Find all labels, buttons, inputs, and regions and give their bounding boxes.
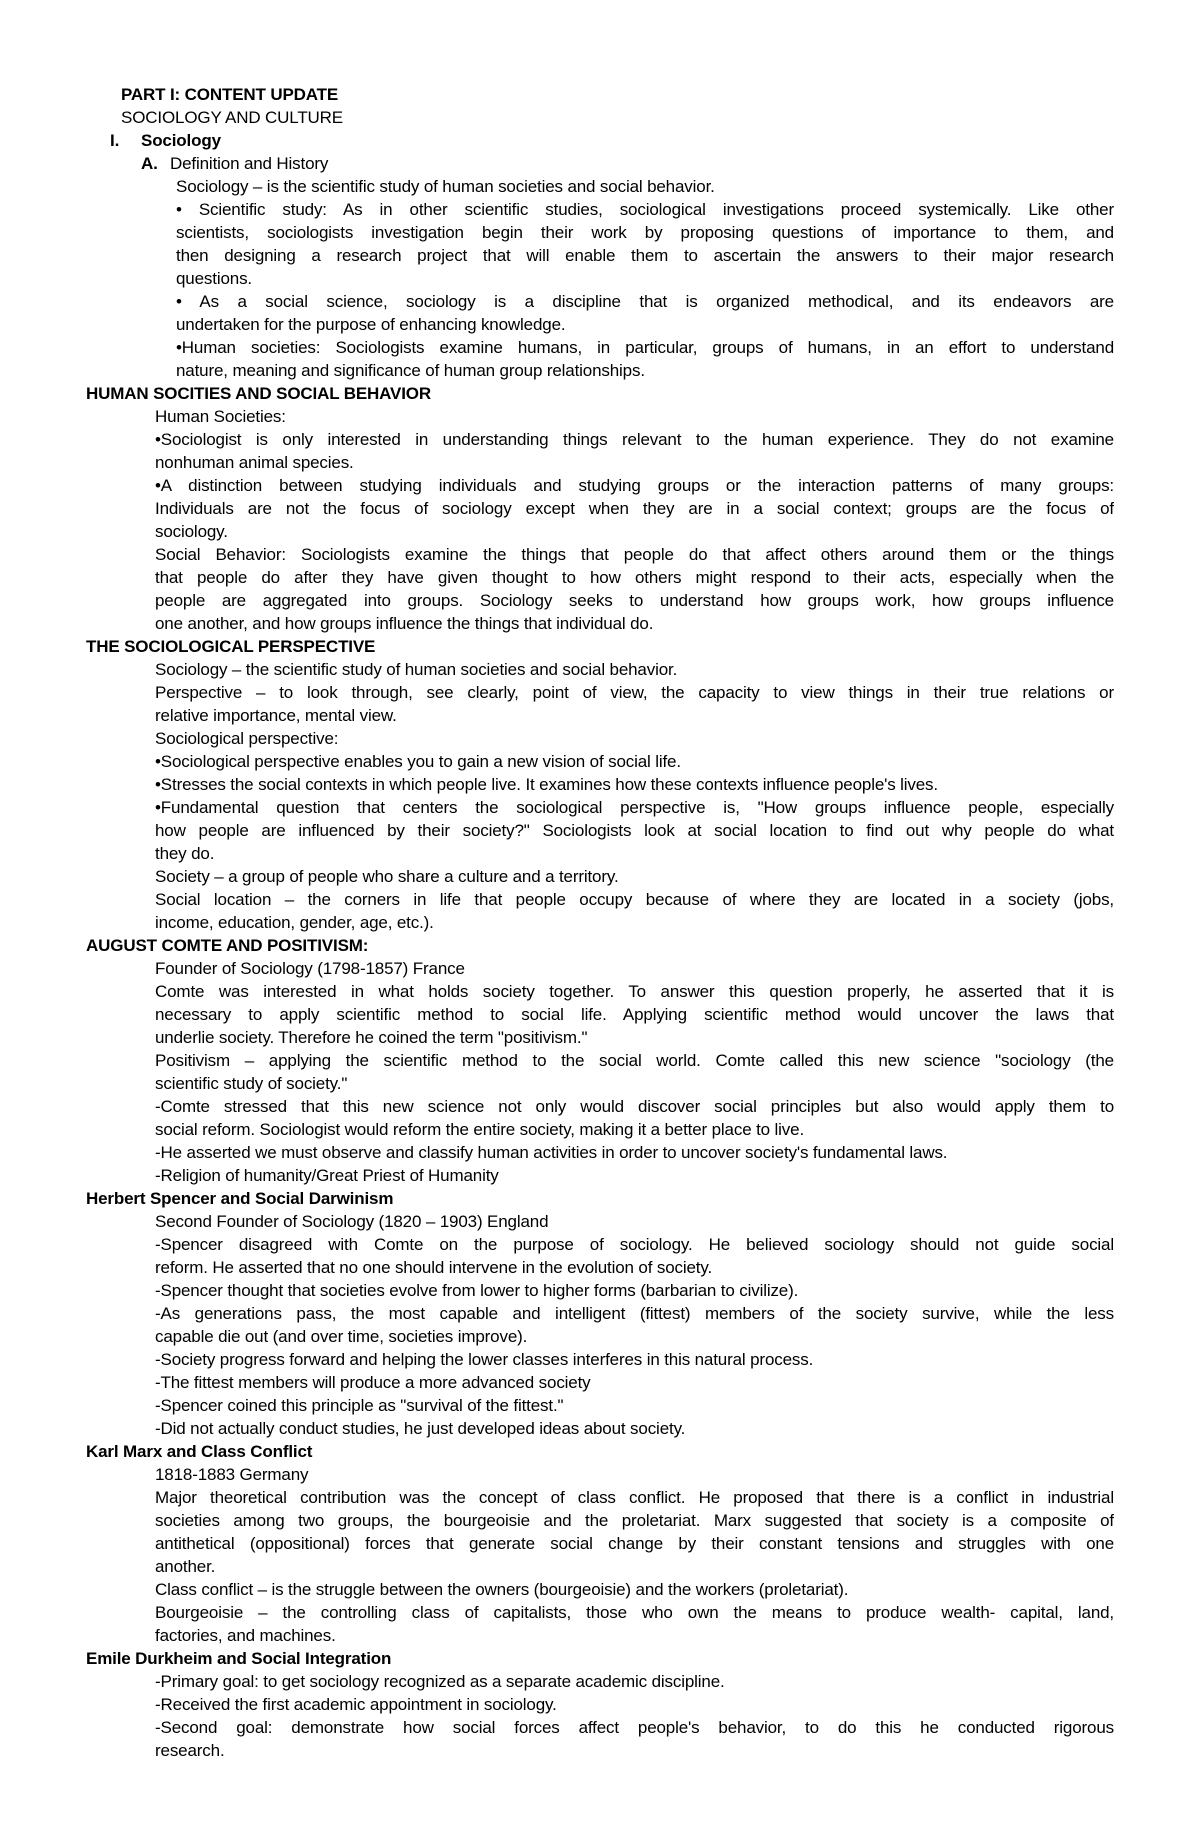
text-line: antithetical (oppositional) forces that generate social change by their constant tensions and struggles with one [155,1534,1114,1553]
text-line: another. [155,1557,216,1576]
text-line: capable die out (and over time, societies improve). [155,1327,528,1346]
heading-human-societies: HUMAN SOCITIES AND SOCIAL BEHAVIOR [86,384,431,403]
text-line: they do. [155,844,215,863]
text-line: then designing a research project that will enable them to ascertain the answers to their major research [176,246,1114,265]
text-line: •Sociological perspective enables you to gain a new vision of social life. [155,752,681,771]
text-line: Individuals are not the focus of sociology except when they are in a social context; groups are the focus of [155,499,1114,518]
part-title: PART I: CONTENT UPDATE [121,85,339,104]
text-line: -Spencer disagreed with Comte on the purpose of sociology. He believed sociology should not guide social [155,1235,1114,1254]
text-line: Positivism – applying the scientific method to the social world. Comte called this new science "sociology (the [155,1051,1114,1070]
text-line: Major theoretical contribution was the concept of class conflict. He proposed that there is a conflict in industrial [155,1488,1114,1507]
text-line: • As a social science, sociology is a discipline that is organized methodical, and its endeavors are [176,292,1114,311]
text-line: Bourgeoisie – the controlling class of capitalists, those who own the means to produce wealth- capital, land, [155,1603,1114,1622]
text-line: -Society progress forward and helping the lower classes interferes in this natural process. [155,1350,814,1369]
text-line: research. [155,1741,225,1760]
outline-marker-a: A. [141,154,158,173]
text-line: reform. He asserted that no one should intervene in the evolution of society. [155,1258,713,1277]
text-line: factories, and machines. [155,1626,336,1645]
text-line: -Religion of humanity/Great Priest of Humanity [155,1166,499,1185]
text-line: underlie society. Therefore he coined the term "positivism." [155,1028,588,1047]
text-line: sociology. [155,522,228,541]
text-line: scientists, sociologists investigation begin their work by proposing questions of importance to them, and [176,223,1114,242]
heading-sociological-perspective: THE SOCIOLOGICAL PERSPECTIVE [86,637,376,656]
text-line: 1818-1883 Germany [155,1465,309,1484]
text-line: -Comte stressed that this new science not only would discover social principles but also would apply them to [155,1097,1114,1116]
heading-durkheim: Emile Durkheim and Social Integration [86,1649,392,1668]
heading-spencer: Herbert Spencer and Social Darwinism [86,1189,394,1208]
text-line: -As generations pass, the most capable and intelligent (fittest) members of the society survive, while the less [155,1304,1114,1323]
text-line: scientific study of society." [155,1074,348,1093]
text-line: Society – a group of people who share a culture and a territory. [155,867,619,886]
heading-marx: Karl Marx and Class Conflict [86,1442,313,1461]
text-line: income, education, gender, age, etc.). [155,913,434,932]
text-line: Founder of Sociology (1798-1857) France [155,959,465,978]
text-line: Class conflict – is the struggle between the owners (bourgeoisie) and the workers (proletariat). [155,1580,849,1599]
text-line: Social Behavior: Sociologists examine the things that people do that affect others around them or the things [155,545,1114,564]
text-line: •A distinction between studying individuals and studying groups or the interaction patterns of many groups: [155,476,1114,495]
text-line: how people are influenced by their society?" Sociologists look at social location to find out why people do what [155,821,1114,840]
text-line: undertaken for the purpose of enhancing knowledge. [176,315,566,334]
subsection-heading: Definition and History [170,154,329,173]
text-line: one another, and how groups influence the things that individual do. [155,614,654,633]
text-line: Second Founder of Sociology (1820 – 1903) England [155,1212,549,1231]
text-line: -Received the first academic appointment in sociology. [155,1695,557,1714]
text-line: -Spencer coined this principle as "survival of the fittest." [155,1396,564,1415]
text-line: -He asserted we must observe and classify human activities in order to uncover society's fundamental laws. [155,1143,948,1162]
text-line: -Second goal: demonstrate how social forces affect people's behavior, to do this he conducted rigorous [155,1718,1114,1737]
text-line: questions. [176,269,252,288]
text-line: •Fundamental question that centers the sociological perspective is, "How groups influence people, especially [155,798,1114,817]
text-line: -The fittest members will produce a more advanced society [155,1373,591,1392]
text-line: -Spencer thought that societies evolve from lower to higher forms (barbarian to civilize). [155,1281,799,1300]
text-line: -Did not actually conduct studies, he just developed ideas about society. [155,1419,686,1438]
text-line: •Stresses the social contexts in which people live. It examines how these contexts influence people's lives. [155,775,938,794]
definition-line: Sociology – is the scientific study of human societies and social behavior. [176,177,715,196]
text-line: necessary to apply scientific method to social life. Applying scientific method would uncover the laws that [155,1005,1114,1024]
text-line: Perspective – to look through, see clearly, point of view, the capacity to view things in their true relations or [155,683,1114,702]
heading-comte: AUGUST COMTE AND POSITIVISM: [86,936,369,955]
text-line: -Primary goal: to get sociology recognized as a separate academic discipline. [155,1672,725,1691]
text-line: •Sociologist is only interested in understanding things relevant to the human experience. They do not examine [155,430,1114,449]
text-line: societies among two groups, the bourgeoisie and the proletariat. Marx suggested that society is a composite of [155,1511,1114,1530]
text-line: that people do after they have given thought to how others might respond to their acts, especially when the [155,568,1114,587]
text-line: social reform. Sociologist would reform the entire society, making it a better place to live. [155,1120,805,1139]
text-line: Human Societies: [155,407,286,426]
outline-marker-i: I. [110,131,120,150]
section-heading-sociology: Sociology [141,131,221,150]
text-line: nonhuman animal species. [155,453,354,472]
text-line: • Scientific study: As in other scientific studies, sociological investigations proceed systemically. Like other [176,200,1114,219]
text-line: people are aggregated into groups. Sociology seeks to understand how groups work, how groups influence [155,591,1114,610]
text-line: Comte was interested in what holds society together. To answer this question properly, he asserted that it is [155,982,1114,1001]
text-line: Social location – the corners in life that people occupy because of where they are located in a society (jobs, [155,890,1114,909]
text-line: relative importance, mental view. [155,706,397,725]
text-line: nature, meaning and significance of human group relationships. [176,361,645,380]
text-line: •Human societies: Sociologists examine humans, in particular, groups of humans, in an effort to understand [176,338,1114,357]
subtitle: SOCIOLOGY AND CULTURE [121,108,343,127]
text-line: Sociological perspective: [155,729,339,748]
text-line: Sociology – the scientific study of human societies and social behavior. [155,660,678,679]
